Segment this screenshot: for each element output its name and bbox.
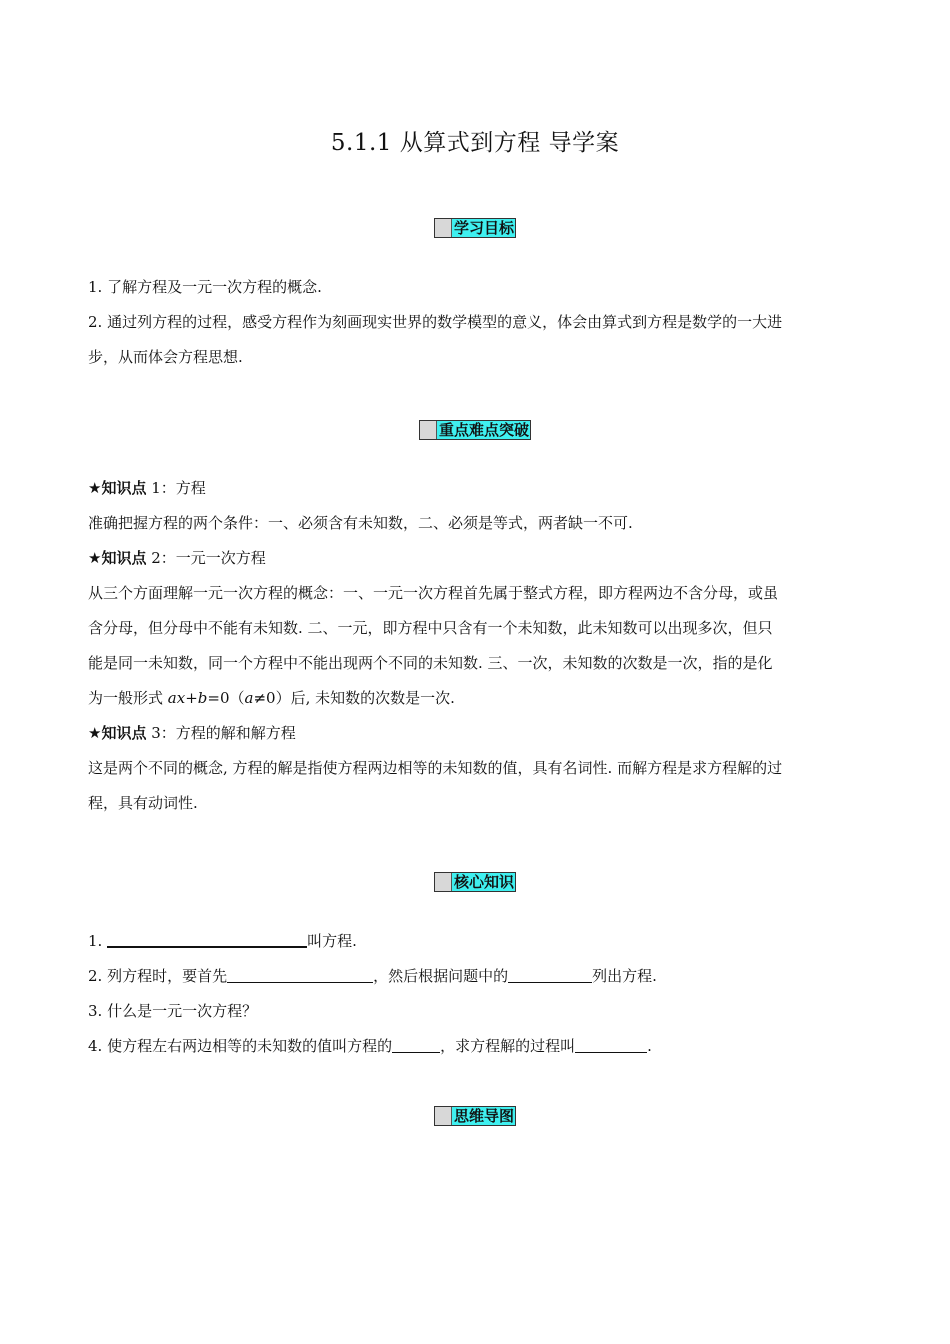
knowledge-point-1-title: ★知识点 1：方程 — [88, 479, 206, 497]
answer-blank[interactable] — [227, 966, 373, 983]
core-questions — [88, 924, 860, 1064]
section-heading-key — [0, 420, 950, 443]
heading-label: 重点难点突破 — [438, 421, 529, 439]
core-question-1: 1. 叫方程. — [88, 932, 357, 950]
answer-blank[interactable] — [508, 966, 592, 983]
goals-list — [88, 270, 860, 375]
star-icon: ★ — [88, 724, 102, 742]
heading-marker — [435, 1107, 452, 1125]
core-question-4: 4. 使方程左右两边相等的未知数的值叫方程的 ，求方程解的过程叫 . — [88, 1037, 652, 1055]
goal-item-1: 1. 了解方程及一元一次方程的概念. — [88, 278, 322, 296]
star-icon: ★ — [88, 479, 102, 497]
section-heading-mindmap — [0, 1106, 950, 1129]
core-question-3: 3. 什么是一元一次方程？ — [88, 1002, 258, 1020]
answer-blank[interactable] — [575, 1036, 647, 1053]
knowledge-point-3-title: ★知识点 3：方程的解和解方程 — [88, 724, 296, 742]
knowledge-point-2-line4: 为一般形式 ax+b=0（a≠0）后, 未知数的次数是一次. — [88, 689, 455, 707]
heading-marker — [435, 873, 452, 891]
knowledge-point-1-text: 准确把握方程的两个条件：一、必须含有未知数，二、必须是等式，两者缺一不可. — [88, 514, 633, 532]
heading-marker — [435, 219, 452, 237]
knowledge-point-2-title: ★知识点 2：一元一次方程 — [88, 549, 266, 567]
key-points — [88, 471, 860, 821]
knowledge-point-2-line1: 从三个方面理解一元一次方程的概念：一、一元一次方程首先属于整式方程，即方程两边不含分母，或虽 — [88, 584, 779, 602]
goal-item-2-line2: 步，从而体会方程思想. — [88, 348, 243, 366]
knowledge-point-3-line2: 程，具有动词性. — [88, 794, 198, 812]
heading-marker — [420, 421, 437, 439]
knowledge-point-3-line1: 这是两个不同的概念, 方程的解是指使方程两边相等的未知数的值，具有名词性. 而解方程是求方程解的过 — [88, 759, 783, 777]
answer-blank[interactable] — [392, 1036, 440, 1053]
section-heading-core — [0, 872, 950, 895]
core-question-2: 2. 列方程时，要首先 ，然后根据问题中的 列出方程. — [88, 967, 657, 985]
heading-label: 学习目标 — [453, 219, 514, 237]
knowledge-point-2-line3: 能是同一未知数，同一个方程中不能出现两个不同的未知数. 三、一次，未知数的次数是一次，指的是化 — [88, 654, 773, 672]
answer-blank[interactable] — [107, 930, 307, 948]
goal-item-2-line1: 2. 通过列方程的过程，感受方程作为刻画现实世界的数学模型的意义，体会由算式到方程是数学的一大进 — [88, 313, 783, 331]
page-title: 5.1.1 从算式到方程 导学案 — [330, 130, 620, 156]
heading-label: 思维导图 — [453, 1107, 514, 1125]
heading-label: 核心知识 — [453, 873, 514, 891]
knowledge-point-2-line2: 含分母，但分母中不能有未知数. 二、一元，即方程中只含有一个未知数，此未知数可以出现多次，但只 — [88, 619, 773, 637]
star-icon: ★ — [88, 549, 102, 567]
section-heading-goals — [0, 218, 950, 241]
